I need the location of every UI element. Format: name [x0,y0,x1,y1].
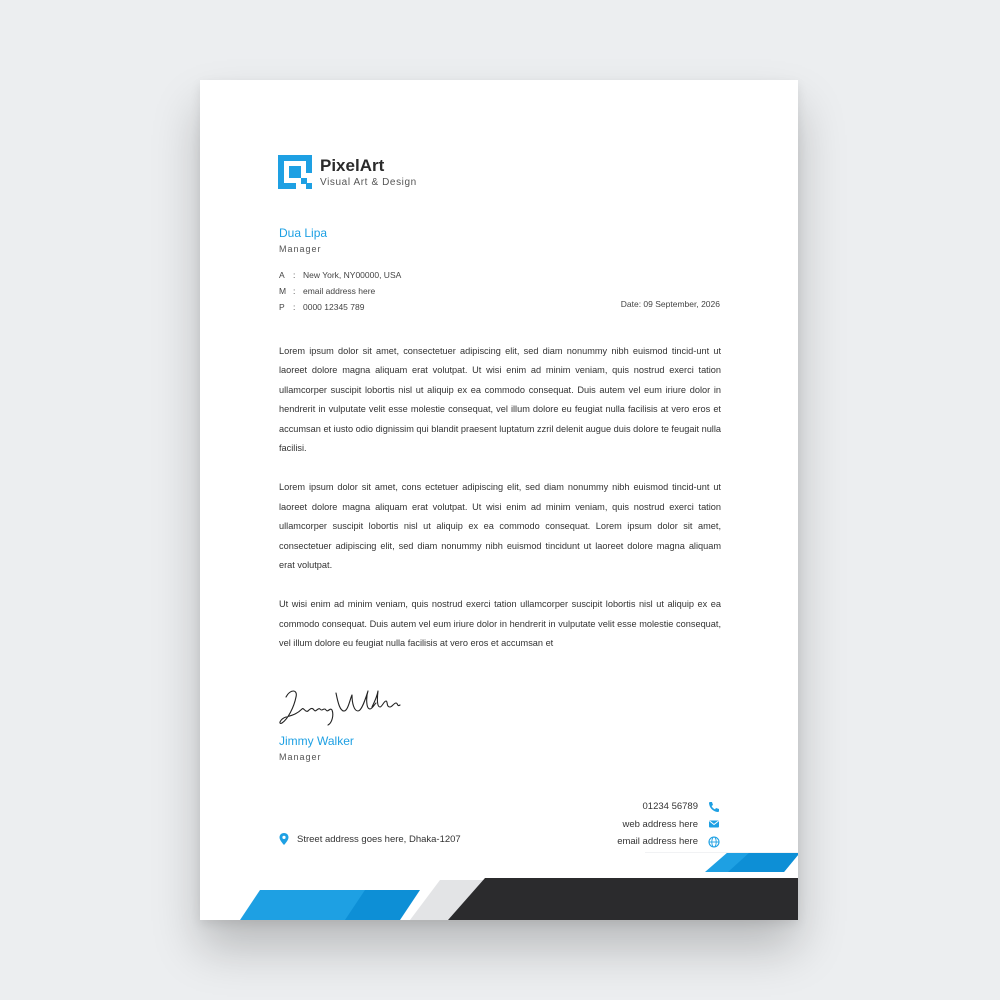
contact-value: New York, NY00000, USA [303,270,402,280]
company-tagline: Visual Art & Design [320,176,417,188]
signer-title: Manager [279,752,322,762]
footer-web: web address here [622,818,698,830]
footer-address-text: Street address goes here, Dhaka-1207 [297,833,461,845]
footer-decoration [200,80,798,920]
gray-band-top [645,852,798,853]
contact-key: A [279,270,285,280]
contact-colon: : [293,270,296,280]
contact-colon: : [293,286,296,296]
body-paragraph: Lorem ipsum dolor sit amet, consectetuer adipiscing elit, sed diam nonummy nibh euismod tincid-unt ut laoreet dolore magna aliquam erat volutpat. Ut wisi enim ad minim veniam, quis nostrud exerci tation ullamcorper suscipit lobortis nisl ut aliquip ex ea commodo consequat. Duis autem vel eum iriure dolor in hendrerit in vulputate velit esse molestie consequat, vel illum dolore eu feugiat nulla facilisis at vero eros et accumsan et iusto odio dignissim qui blandit praesent luptatum zzril delenit augue duis dolore te feugait nulla facilisi. [279,346,721,454]
contact-key: P [279,302,285,312]
footer-phone: 01234 56789 [642,801,698,812]
sender-title: Manager [279,244,322,254]
contact-value: email address here [303,286,376,296]
footer-email: email address here [617,836,698,847]
company-name: PixelArt [320,155,385,175]
dark-stripe [448,878,798,920]
signer-name: Jimmy Walker [279,734,354,748]
letter-date: Date: 09 September, 2026 [620,299,720,309]
body-paragraph: Ut wisi enim ad minim veniam, quis nostrud exerci tation ullamcorper suscipit lobortis nisl ut aliquip ex ea commodo consequat. Duis autem vel eum iriure dolor in hendrerit in vulputate velit esse molestie consequat, vel illum dolore eu feugiat nulla facilisis at vero eros et accumsan et [279,599,721,649]
contact-value: 0000 12345 789 [303,302,365,312]
body-paragraph: Lorem ipsum dolor sit amet, cons ectetuer adipiscing elit, sed diam nonummy nibh euismod tincid-unt ut laoreet dolore magna aliquam erat volutpat. Ut wisi enim ad minim veniam, quis nostrud exerci tation ullamcorper suscipit lobortis nisl ut aliquip ex ea commodo consequat. Lorem ipsum dolor sit amet, consectetuer adipiscing elit, sed diam nonummy nibh euismod tincidunt ut laoreet dolore magna aliquam erat volutpat. [279,482,721,571]
letterhead-page [200,80,798,920]
contact-key: M [279,286,287,296]
contact-colon: : [293,302,296,312]
sender-name: Dua Lipa [279,226,328,240]
